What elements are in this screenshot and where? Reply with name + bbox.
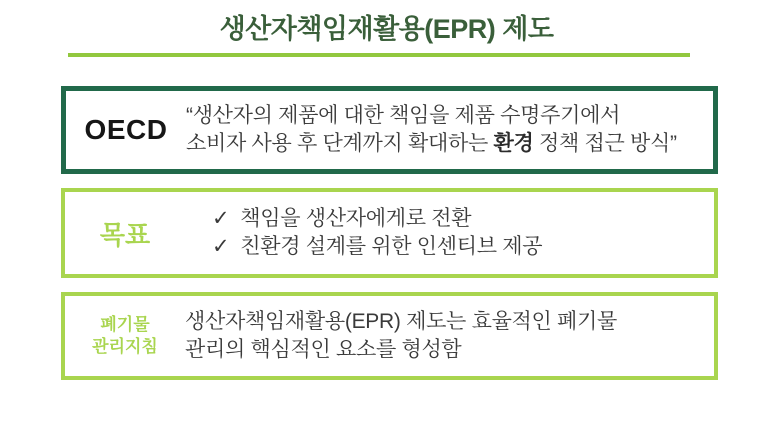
goal-item-2-text: 친환경 설계를 위한 인센티브 제공	[240, 235, 543, 258]
goal-card-label: 목표	[99, 219, 151, 250]
oecd-quote-line-2-post: 정책 접근 방식”	[533, 132, 677, 155]
oecd-quote	[186, 102, 713, 158]
waste-card-text	[185, 308, 714, 364]
title-underline	[68, 53, 690, 57]
check-icon: ✓	[212, 235, 230, 258]
waste-card-text-line-2: 관리의 핵심적인 요소를 형성함	[185, 338, 462, 361]
check-icon: ✓	[212, 207, 230, 231]
goal-list-item	[212, 233, 714, 261]
goal-list-item	[212, 205, 714, 233]
goal-item-1-text: 책임을 생산자에게로 전환	[240, 207, 472, 231]
oecd-quote-line-2	[186, 130, 713, 158]
goal-list	[185, 205, 714, 261]
goal-card	[61, 188, 718, 278]
oecd-quote-line-1: “생산자의 제품에 대한 책임을 제품 수명주기에서	[186, 104, 621, 128]
waste-card-label	[65, 314, 185, 358]
page-title: 생산자책임재활용(EPR) 제도	[219, 14, 554, 44]
waste-guideline-card	[61, 292, 718, 380]
oecd-quote-line-2-pre: 소비자 사용 후 단계까지 확대하는	[186, 132, 494, 155]
waste-card-label-line-1: 폐기물	[100, 314, 150, 334]
oecd-card-label: OECD	[84, 114, 168, 145]
waste-card-label-line-2: 관리지침	[92, 337, 158, 356]
oecd-quote-line-2-bold: 환경	[493, 132, 534, 155]
waste-card-text-line-1: 생산자책임재활용(EPR) 제도는 효율적인 폐기물	[185, 310, 618, 334]
oecd-card	[61, 86, 718, 174]
